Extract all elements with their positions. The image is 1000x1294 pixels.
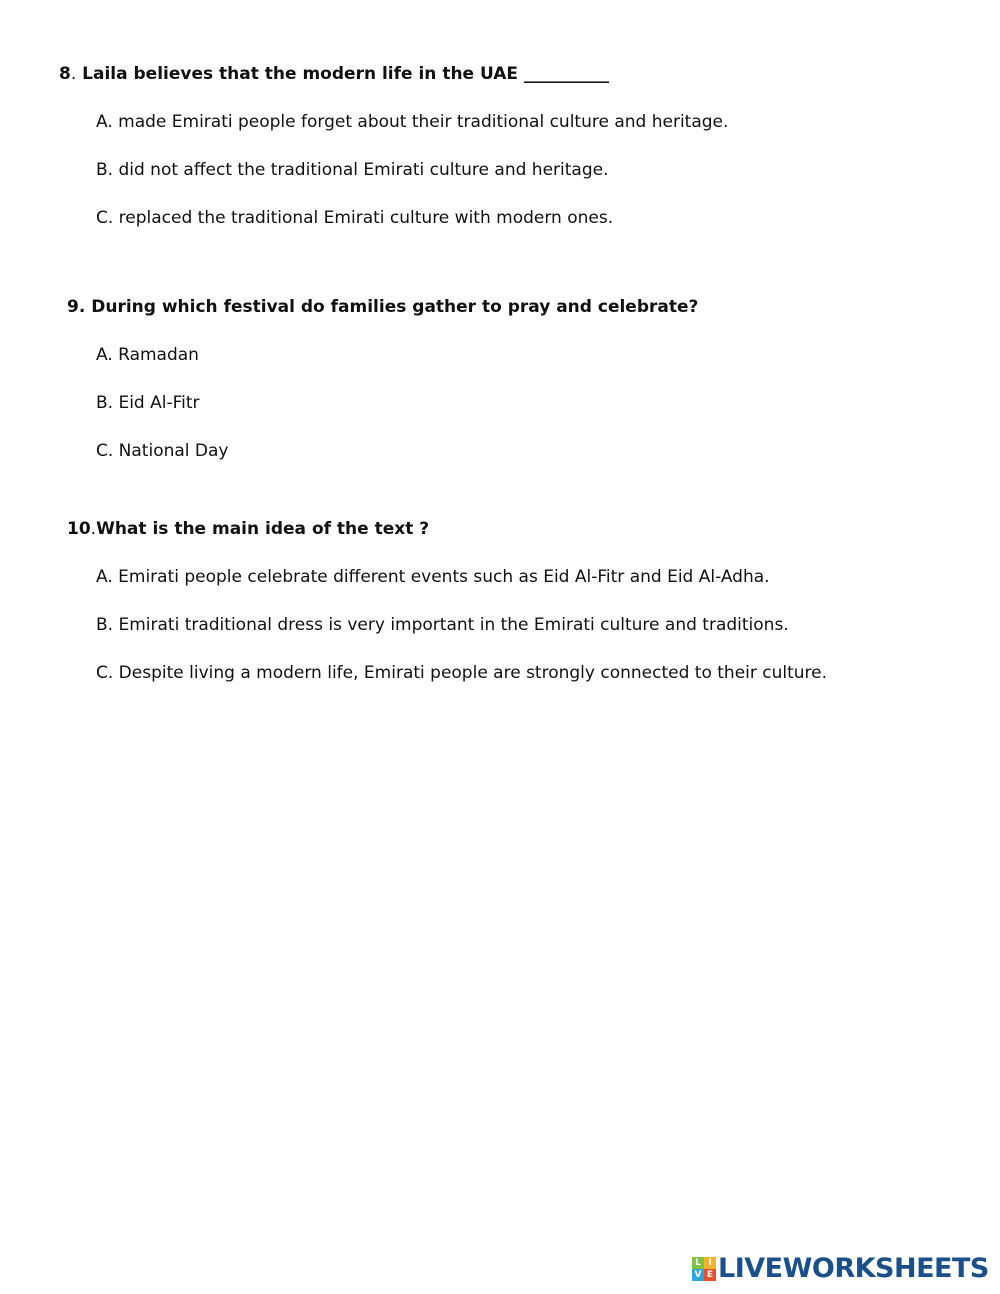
option-9-c[interactable]: C. National Day — [96, 441, 229, 461]
question-text: During which festival do families gather to pray and celebrate? — [85, 297, 699, 317]
question-number: 9 — [67, 297, 79, 317]
question-separator: . — [70, 64, 77, 84]
option-8-c[interactable]: C. replaced the traditional Emirati culture with modern ones. — [96, 208, 614, 228]
question-text: What is the main idea of the text ? — [96, 519, 430, 539]
question-number: 8 — [59, 64, 71, 84]
question-separator: . — [78, 297, 86, 317]
option-10-c[interactable]: C. Despite living a modern life, Emirati people are strongly connected to their culture. — [96, 663, 828, 683]
liveworksheets-logo — [692, 1254, 989, 1284]
question-10 — [67, 519, 429, 539]
logo-mark-letter: E — [704, 1269, 716, 1281]
option-10-b[interactable]: B. Emirati traditional dress is very important in the Emirati culture and traditions. — [96, 615, 789, 635]
question-8 — [59, 64, 609, 84]
question-text: Laila believes that the modern life in the UAE __________ — [76, 64, 609, 84]
question-separator: . — [90, 519, 97, 539]
logo-mark-letter: L — [692, 1257, 704, 1269]
question-9 — [67, 297, 698, 317]
logo-text: LIVEWORKSHEETS — [718, 1253, 989, 1284]
logo-mark-icon — [692, 1257, 716, 1281]
option-9-a[interactable]: A. Ramadan — [96, 345, 199, 365]
logo-mark-letter: V — [692, 1269, 704, 1281]
logo-mark-letter: I — [704, 1257, 716, 1269]
option-10-a[interactable]: A. Emirati people celebrate different events such as Eid Al-Fitr and Eid Al-Adha. — [96, 567, 770, 587]
option-8-b[interactable]: B. did not affect the traditional Emirati culture and heritage. — [96, 160, 609, 180]
option-8-a[interactable]: A. made Emirati people forget about their traditional culture and heritage. — [96, 112, 729, 132]
option-9-b[interactable]: B. Eid Al-Fitr — [96, 393, 200, 413]
question-number: 10 — [67, 519, 91, 539]
